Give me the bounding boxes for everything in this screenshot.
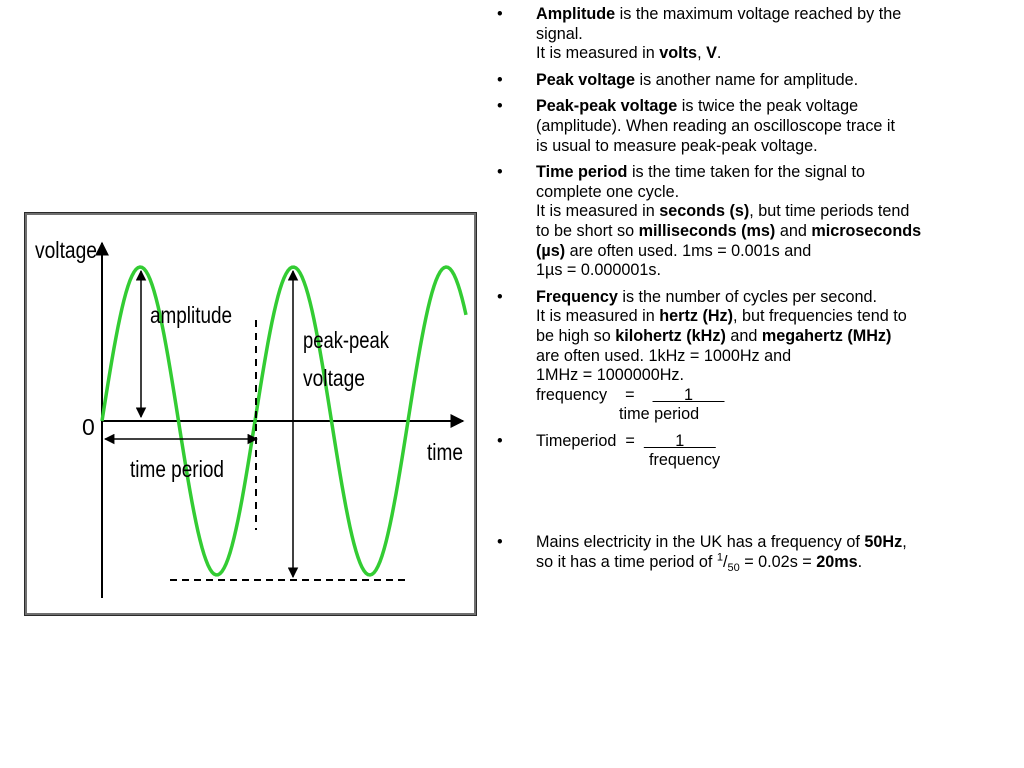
zero-label: 0: [82, 414, 95, 440]
unit-microseconds-symbol: (µs): [536, 241, 566, 260]
peak-peak-label: peak-peak: [303, 327, 390, 353]
fraction-numerator: 1: [716, 551, 723, 564]
bullet: •: [497, 70, 503, 89]
time-label: time: [427, 439, 463, 465]
frequency-text-3: , but frequencies tend to: [733, 307, 907, 326]
separator: ,: [697, 44, 707, 63]
fraction-denominator: 50: [727, 561, 740, 574]
frequency-formula-denominator: time period: [619, 405, 700, 424]
time-period-label: time period: [130, 456, 224, 482]
list-item-peak-peak-voltage: [494, 97, 1016, 156]
unit-megahertz: megahertz (MHz): [761, 326, 892, 345]
amplitude-label: amplitude: [150, 302, 232, 328]
amplitude-term: Amplitude: [536, 5, 616, 23]
list-item-timeperiod-formula: [494, 432, 1016, 471]
time-period-text-2: complete one cycle.: [536, 182, 680, 201]
list-item-time-period: [494, 163, 1016, 281]
bullet: •: [497, 163, 503, 182]
frequency-text-6: are often used. 1kHz = 1000Hz and: [536, 346, 792, 365]
amplitude-text: is the maximum voltage reached by the: [615, 5, 902, 23]
bullet: •: [497, 533, 503, 552]
fraction-slash: /: [722, 552, 728, 571]
frequency-text-2: It is measured in: [536, 307, 660, 326]
peak-voltage-text: is another name for amplitude.: [634, 70, 859, 89]
unit-microseconds: microseconds: [811, 221, 922, 240]
unit-hertz: hertz (Hz): [659, 307, 734, 326]
mains-text: Mains electricity in the UK has a frequency of: [536, 533, 865, 552]
bullet: •: [497, 5, 503, 23]
time-period-text-8: 1µs = 0.000001s.: [536, 261, 661, 280]
frequency-formula-numerator: 1: [652, 385, 725, 404]
time-period-text-5: to be short so: [536, 221, 639, 240]
time-period-text-3: It is measured in: [536, 202, 660, 221]
period-mark: .: [857, 552, 863, 571]
timeperiod-formula-left: Timeperiod =: [536, 431, 644, 450]
voltage-label: voltage: [35, 237, 97, 263]
frequency-text-4: be high so: [536, 326, 616, 345]
list-item-frequency: [494, 288, 1016, 425]
sine-wave-diagram: [25, 213, 476, 615]
peak-peak-term: Peak-peak voltage: [536, 97, 678, 116]
frequency-text-5: and: [725, 326, 762, 345]
mains-period-value: 20ms: [816, 552, 858, 571]
frequency-term: Frequency: [536, 287, 618, 306]
time-period-text-6: and: [775, 221, 812, 240]
mains-comma: ,: [902, 533, 907, 552]
notes-list: [494, 5, 1016, 579]
unit-milliseconds: milliseconds (ms): [638, 221, 776, 240]
frequency-text-7: 1MHz = 1000000Hz.: [536, 366, 685, 385]
frequency-formula-left: frequency =: [536, 385, 653, 404]
mains-text-3: = 0.02s =: [739, 552, 817, 571]
unit-seconds: seconds (s): [659, 202, 750, 221]
amplitude-text-3: It is measured in: [536, 44, 660, 63]
frequency-text: is the number of cycles per second.: [617, 287, 878, 306]
timeperiod-formula-denominator: frequency: [649, 451, 721, 470]
peak-peak-text-3: is usual to measure peak-peak voltage.: [536, 136, 818, 155]
unit-volts: volts: [659, 44, 698, 63]
peak-peak-text-2: (amplitude). When reading an oscilloscope trace it: [536, 116, 896, 135]
bullet: •: [497, 287, 503, 306]
peak-voltage-term: Peak voltage: [536, 70, 635, 89]
time-period-text-7: are often used. 1ms = 0.001s and: [565, 241, 812, 260]
unit-kilohertz: kilohertz (kHz): [615, 326, 726, 345]
sine-wave-svg: [27, 215, 474, 613]
bullet: •: [497, 97, 503, 116]
bullet: •: [497, 431, 503, 450]
peak-peak-text: is twice the peak voltage: [677, 97, 859, 116]
list-item-peak-voltage: [494, 71, 1016, 91]
spacer: [494, 478, 1016, 533]
time-period-text-4: , but time periods tend: [749, 202, 910, 221]
timeperiod-formula-numerator: 1: [643, 431, 716, 450]
peak-peak-voltage-label: voltage: [303, 365, 365, 391]
unit-v: V: [706, 44, 717, 63]
mains-text-2: so it has a time period of: [536, 552, 717, 571]
list-item-amplitude: [494, 5, 1016, 64]
mains-frequency-value: 50Hz: [864, 533, 903, 552]
period-mark: .: [716, 44, 722, 63]
amplitude-text-2: signal.: [536, 24, 583, 43]
time-period-text: is the time taken for the signal to: [627, 163, 865, 182]
list-item-mains: [494, 533, 1016, 572]
time-period-term: Time period: [536, 163, 628, 182]
